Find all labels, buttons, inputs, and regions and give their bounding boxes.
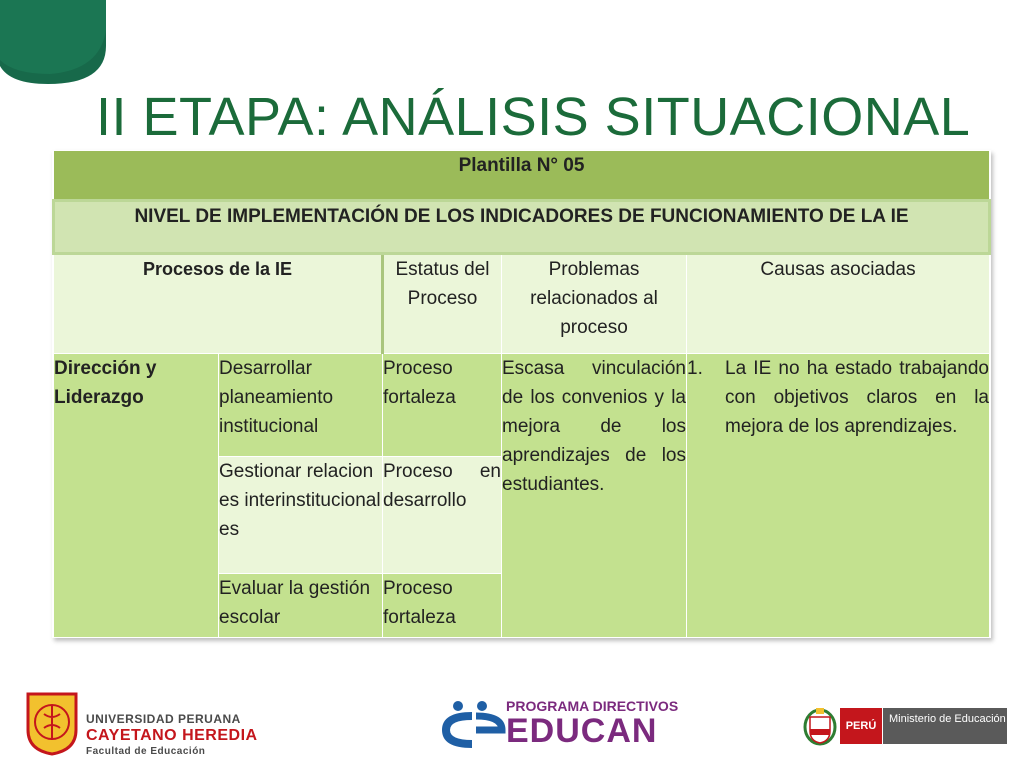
nivel-heading: NIVEL DE IMPLEMENTACIÓN DE LOS INDICADORES DE FUNCIONAMIENTO DE LA IE: [54, 201, 990, 254]
upch-line2: CAYETANO HEREDIA: [86, 727, 258, 744]
slide-title: II ETAPA: ANÁLISIS SITUACIONAL: [96, 87, 971, 147]
header-problemas: Problemas relacionados al proceso: [502, 254, 687, 354]
peru-coat-of-arms-icon: [803, 705, 837, 747]
header-procesos: Procesos de la IE: [54, 254, 383, 354]
upch-line3: Facultad de Educación: [86, 746, 206, 757]
educan-logo-icon: [442, 696, 506, 752]
peru-label: PERÚ: [840, 708, 882, 744]
upch-seal-icon: [24, 690, 80, 756]
corner-shape-decoration: [0, 0, 110, 88]
problema-cell: Escasa vinculación de los convenios y la mejora de los aprendizajes de los estudiantes.: [502, 354, 687, 638]
header-causas: Causas asociadas: [687, 254, 990, 354]
subproceso-cell: Gestionar relaciones interinstitucionales: [219, 457, 383, 574]
header-estatus: Estatus del Proceso: [383, 254, 502, 354]
proceso-label: Dirección y Liderazgo: [54, 354, 219, 638]
causas-cell: [687, 354, 990, 638]
subproceso-cell: Evaluar la gestión escolar: [219, 574, 383, 638]
list-item-number: 1.: [687, 358, 703, 379]
analysis-table: [52, 150, 991, 638]
estatus-cell: Proceso en desarrollo: [383, 457, 502, 574]
ministry-label: Ministerio de Educación: [883, 708, 1007, 744]
subproceso-cell: Desarrollar planeamiento institucional: [219, 354, 383, 457]
plantilla-label: Plantilla N° 05: [54, 151, 990, 201]
list-item: [687, 354, 989, 441]
upch-line1: UNIVERSIDAD PERUANA: [86, 712, 241, 726]
list-item-text: La IE no ha estado trabajando con objetivos claros en la mejora de los aprendizajes.: [725, 358, 989, 437]
estatus-cell: Proceso fortaleza: [383, 574, 502, 638]
estatus-cell: Proceso fortaleza: [383, 354, 502, 457]
upch-logo-text: [86, 712, 258, 757]
educan-program: PROGRAMA DIRECTIVOS: [506, 698, 679, 714]
educan-name: EDUCAN: [506, 712, 658, 750]
